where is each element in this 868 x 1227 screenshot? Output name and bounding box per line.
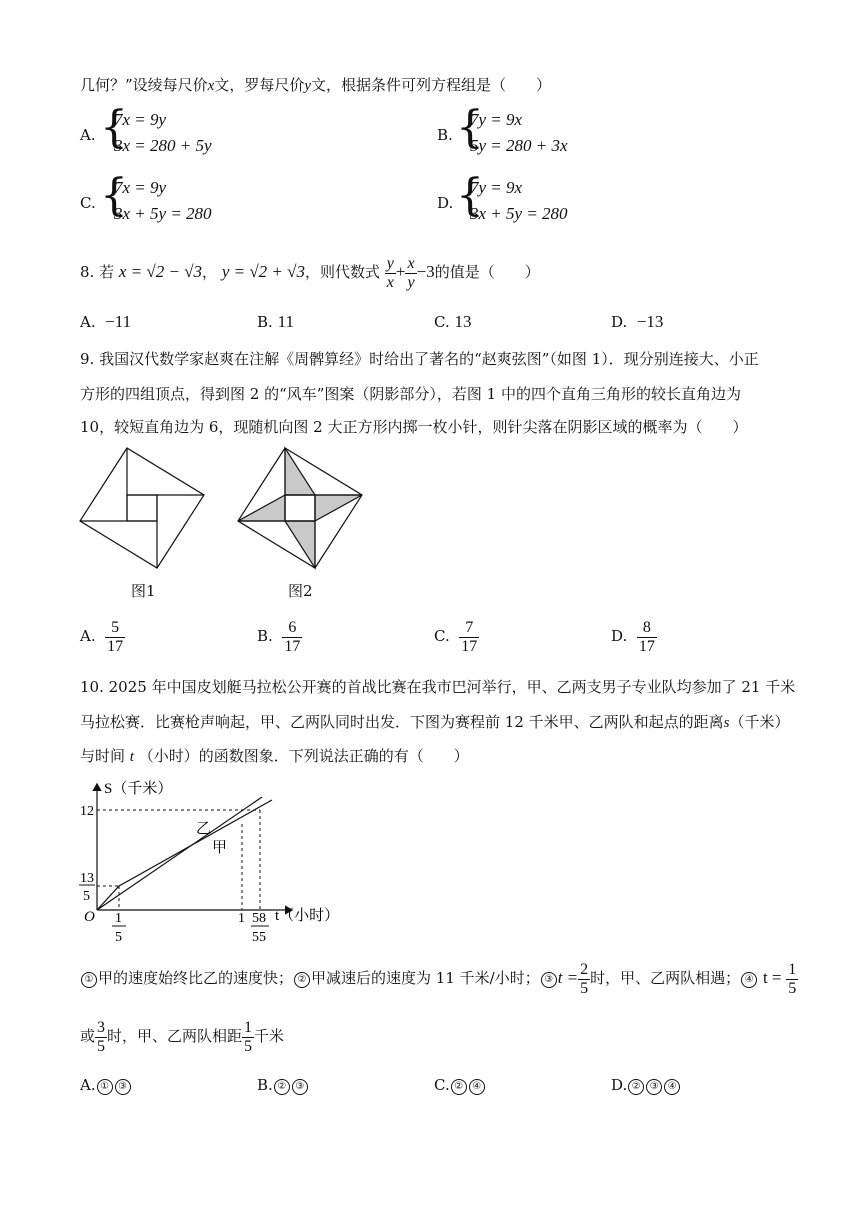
- fraction: $\frac{2}{5}$: [580, 960, 589, 997]
- y-tick-13-den: 5: [83, 889, 90, 904]
- fraction: $\frac{y}{x}$: [386, 254, 394, 291]
- q9-option-b: B. $\frac{6}{17}$: [257, 618, 301, 655]
- q9-option-d: D. $\frac{8}{17}$: [611, 618, 655, 655]
- x-tick-1: 1: [238, 911, 245, 926]
- q10-line-3: 与时间 t （小时）的函数图象．下列说法正确的有（ ）: [80, 747, 469, 765]
- fraction: $\frac{1}{5}$: [244, 1018, 253, 1055]
- shaded-blade: [285, 521, 315, 568]
- brace-icon: {: [456, 170, 484, 221]
- x-tick-1-5-den: 5: [115, 930, 122, 945]
- q10-option-c: C. ② ④: [434, 1076, 486, 1095]
- q7-stem: 几何？”设绫每尺价x文，罗每尺价y文，根据条件可列方程组是（ ）: [80, 76, 552, 94]
- shaded-blade: [285, 448, 315, 495]
- q10-line-1: 10. 2025 年中国皮划艇马拉松公开赛的首战比赛在我市巴河举行，甲、乙两支男子专业队均参加了 21 千米: [80, 678, 796, 696]
- q9-line-1: 9. 我国汉代数学家赵爽在注解《周髀算经》时给出了著名的“赵爽弦图”（如图 1）．现分别连接大、小正: [80, 350, 759, 368]
- fraction: $\frac{8}{17}$: [638, 618, 655, 655]
- brace-icon: {: [100, 102, 128, 153]
- line-jia: [97, 800, 272, 910]
- fraction: $\frac{x}{y}$: [407, 254, 415, 291]
- q8-option-b: B. 11: [257, 312, 294, 331]
- fraction: $\frac{7}{17}$: [461, 618, 478, 655]
- q10-line-2: 马拉松赛．比赛枪声响起，甲、乙两队同时出发．下图为赛程前 12 千米甲、乙两队和起点的距离s（千米）: [80, 713, 790, 731]
- figure-2-windmill-diagram: [234, 444, 366, 572]
- q9-option-c: C. $\frac{7}{17}$: [434, 618, 478, 655]
- line-yi: [97, 797, 262, 910]
- q9-option-a: A. $\frac{5}{17}$: [80, 618, 124, 655]
- figure-1-zhao-shuang-diagram: [76, 444, 208, 572]
- x-tick-1-5-num: 1: [115, 911, 122, 926]
- q8-option-d: D. −13: [611, 312, 664, 331]
- inner-square: [127, 495, 157, 521]
- brace-icon: {: [100, 170, 128, 221]
- x-tick-58-num: 58: [252, 911, 266, 926]
- label-jia: 甲: [212, 840, 228, 856]
- fraction: $\frac{3}{5}$: [97, 1018, 106, 1055]
- label-yi: 乙: [196, 821, 212, 837]
- q7-option-c-label: C.: [80, 194, 96, 212]
- x-axis-label: t（小时）: [275, 908, 340, 924]
- q8-stem: 8. 若 x = √2 − √3， y = √2 + √3，则代数式 $\frac{y}{x}$ + $\frac{x}{y}$ −3的值是（ ）: [80, 254, 540, 291]
- distance-time-graph: [76, 776, 340, 946]
- q10-option-d: D. ② ③ ④: [611, 1076, 681, 1095]
- y-axis-label: S（千米）: [104, 781, 173, 797]
- q7-option-b-label: B.: [437, 126, 453, 144]
- q10-statements-line-2: 或 $\frac{3}{5}$ 时，甲、乙两队相距 $\frac{1}{5}$ 千米: [80, 1018, 285, 1055]
- fraction: $\frac{5}{17}$: [107, 618, 124, 655]
- fraction: $\frac{6}{17}$: [284, 618, 301, 655]
- shaded-blade: [315, 495, 362, 521]
- outer-square: [80, 448, 204, 568]
- q8-option-a: A. −11: [80, 312, 132, 331]
- fraction: $\frac{1}{5}$: [788, 960, 797, 997]
- q7-option-d-label: D.: [437, 194, 454, 212]
- figure-2-caption: 图2: [288, 582, 313, 600]
- q10-statements-line-1: ① 甲的速度始终比乙的速度快； ② 甲减速后的速度为 11 千米/小时； ③ t = $\frac{2}{5}$ 时，甲、乙两队相遇； ④ t = $\frac{1}{5}$: [80, 956, 798, 1000]
- q9-line-2: 方形的四组顶点，得到图 2 的“风车”图案（阴影部分），若图 1 中的四个直角三角形的较长直角边为: [80, 385, 742, 403]
- q9-line-3: 10，较短直角边为 6，现随机向图 2 大正方形内掷一枚小针，则针尖落在阴影区域的概率为（ ）: [80, 418, 748, 436]
- x-tick-58-den: 55: [252, 930, 266, 945]
- origin-label: O: [84, 909, 95, 925]
- y-tick-12: 12: [80, 804, 94, 819]
- shaded-blade: [238, 495, 285, 521]
- q10-option-b: B. ② ③: [257, 1076, 309, 1095]
- q8-option-c: C. 13: [434, 312, 472, 331]
- figure-1-caption: 图1: [131, 582, 156, 600]
- y-tick-13-num: 13: [80, 871, 94, 886]
- q10-option-a: A. ① ③: [80, 1076, 132, 1095]
- q7-option-a-label: A.: [80, 126, 96, 144]
- brace-icon: {: [456, 102, 484, 153]
